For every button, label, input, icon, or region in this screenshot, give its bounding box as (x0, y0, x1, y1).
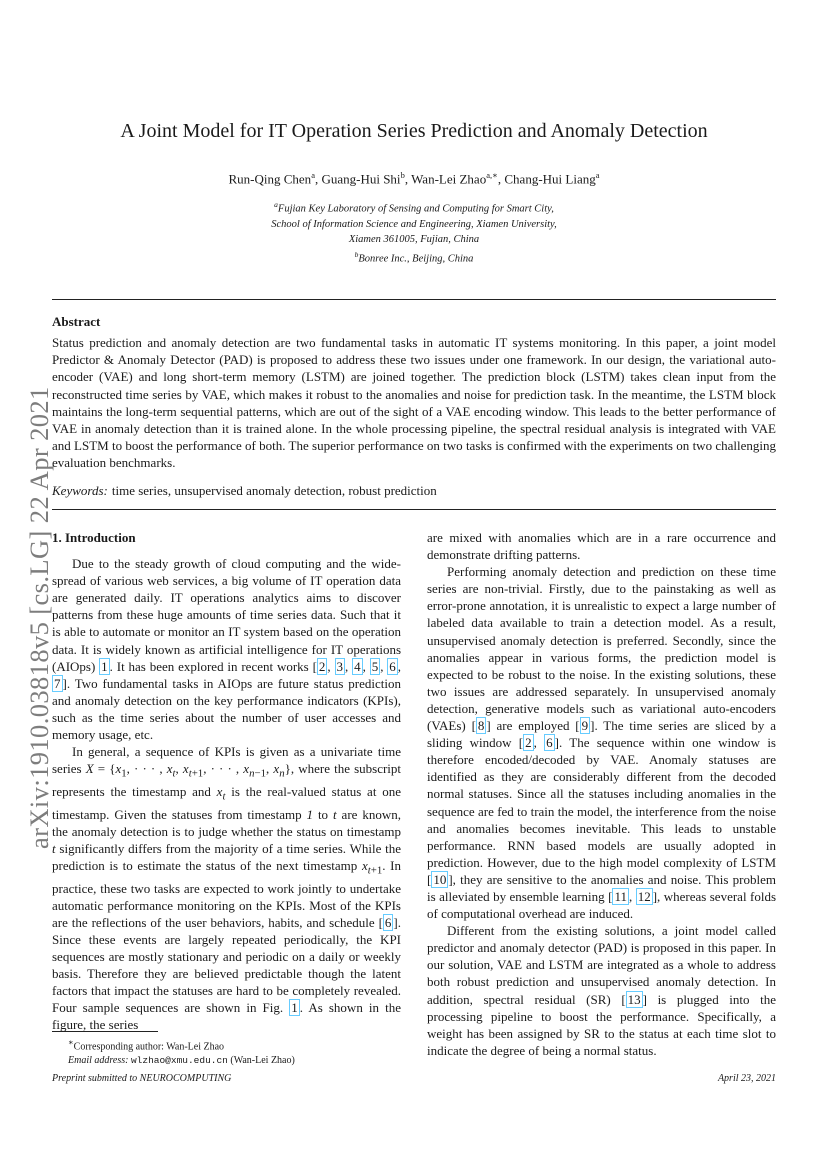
author-name: Chang-Hui Liang (504, 171, 596, 187)
footer-date: April 23, 2021 (717, 1073, 776, 1084)
keywords: Keywords: time series, unsupervised anomaly detection, robust prediction (52, 483, 437, 498)
arxiv-sidebar-stamp: arXiv:1910.03818v5 [cs.LG] 22 Apr 2021 (24, 386, 54, 849)
abstract-heading: Abstract (52, 314, 101, 329)
author-list: Run-Qing Chen$^a$, Guang-Hui Shi$^b$, Wan-Lei Zhao$^{a,∗}$, Chang-Hui Liang$^a$ (228, 170, 600, 187)
citation-link[interactable]: 1 (101, 658, 108, 674)
footnote: ∗Corresponding author: Wan-Lei Zhao Email address: wlzhao@xmu.edu.cn (Wan-Lei Zhao) (68, 1038, 295, 1067)
abstract-text: Status prediction and anomaly detection are two fundamental tasks in automatic IT systems monitoring. In this paper, a joint model Predictor & Anomaly Detector (PAD) is proposed to address these two issues under one framework. In our design, the variational auto-encoder (VAE) and long short-term memory (LSTM) are joined together. The prediction block (LSTM) takes clean input from the reconstructed time series by VAE, which makes it robust to the anomalies and noise for prediction task. In the meantime, the LSTM block maintains the long-term sequential patterns, which are out of the sight of a VAE encoding window. This leads to the better performance of VAE in anomaly detection than it is trained alone. In the whole processing pipeline, the spectral residual analysis is integrated with VAE and LSTM to boost the performance of both. The superior performance on two tasks is confirmed with the experiments on two challenging evaluation benchmarks. (52, 335, 776, 471)
abstract-bottom-rule (52, 509, 776, 510)
footer-journal: Preprint submitted to NEUROCOMPUTING (52, 1073, 232, 1084)
author-name: Wan-Lei Zhao (411, 171, 487, 187)
paragraph: In general, a sequence of KPIs is given as a univariate time series $X = \{x_1$, · · · , $x_t$, $x_{t+1}$, · · · , $x_{n-1}$, $x_n$}, where the subscript represents the timestamp and $x_t$ is the real-valued status at one timestamp. Given the statuses from timestamp 1 to t are known, the anomaly detection is to judge whether the status on timestamp t significantly differs from the majority of a time series. While the prediction is to estimate the status of the next timestamp $x_{t+1}$. In practice, these two tasks are expected to work jointly to undertake automatic performance monitoring on the KPIs. Most of the KPIs are the reflections of the user behaviors, habits, and schedule [ 6 ]. Since these events are largely repeated periodically, the KPI sequences are mostly stationary and periodic on a daily or weekly basis. Therefore they are believed predictable though the latent factors that impact the statuses are hard to be completely revealed. Four sample sequences are shown in Fig. 1 . As shown in the figure, the series (52, 744, 402, 1033)
email-link[interactable]: wlzhao@xmu.edu.cn (130, 1055, 228, 1067)
top-rule (52, 299, 776, 300)
section-heading: 1. Introduction (52, 530, 136, 545)
paragraph: Due to the steady growth of cloud computing and the wide-spread of various web services, a big volume of IT operation data are generated daily. IT operations analytics aims to discover patterns from these huge amounts of time series data. Such that it is able to automate or monitor an IT system based on the operation data. It is widely known as artificial intelligence for IT operations (AIOps) 1 . It has been explored in recent works [ 2 , 3 , 4 , 5 , 6 , 7 ]. Two fundamental tasks in AIOps are future status prediction and anomaly detection on the key performance indicators (KPIs), such as the time series about the number of user accesses and memory usage, etc. (52, 556, 402, 743)
left-column (52, 529, 401, 1033)
affiliations: $^a$Fujian Key Laboratory of Sensing and Computing for Smart City, School of Information Science and Engineering, Xiamen University, Xiamen 361005, Fujian, China $^b$Bonree Inc., Beijing, China (271, 200, 557, 264)
footnote-rule (52, 1031, 158, 1032)
author-name: Run-Qing Chen (228, 171, 312, 187)
right-column (427, 529, 776, 1059)
paragraph: Different from the existing solutions, a joint model called predictor and anomaly detector (PAD) is proposed in this paper. In our solution, VAE and LSTM are integrated as a whole to address both robust prediction and unsupervised anomaly detection. In addition, spectral residual (SR) [ 13 ] is plugged into the processing pipeline to boost the performance. Specifically, a weight has been assigned by SR to the status at each time slot to indicate the degree of being a normal status. (427, 923, 776, 1058)
author-name: Guang-Hui Shi (321, 171, 401, 187)
paper-title: A Joint Model for IT Operation Series Prediction and Anomaly Detection (120, 120, 708, 142)
paragraph: Performing anomaly detection and prediction on these time series are non-trivial. Firstly, due to the painstaking as well as error-prone annotation, it is unrealistic to expect a large number of labeled data available to train a detection model. As a result, unsupervised anomaly detection is preferred. Secondly, since the anomalies appear in various forms, the prediction model is expected to be robust to the noise. In the existing solutions, these two issues are addressed separately. In unsupervised anomaly detection, generative models such as variational auto-encoders (VAEs) [ 8 ] are employed [ 9 ]. The time series are sliced by a sliding window [ 2 , 6 ]. The sequence within one window is therefore encoded/decoded by VAE. Anomaly statuses are identified as they are considerably different from the decoded normal statuses. Since all the statuses including anomalies in the sequence are fed to train the model, the interference from the noise and anomalies becomes inevitable. This leads to unstable performance. RNN based models are usually adopted in prediction. However, due to the high model complexity of LSTM [ 10 ], they are sensitive to the anomalies and noise. This problem is alleviated by ensemble learning [ 11 , 12 ], whereas several folds of computational overhead are induced. (427, 564, 777, 922)
paragraph: are mixed with anomalies which are in a rare occurrence and demonstrate drifting patterns. (427, 530, 776, 563)
